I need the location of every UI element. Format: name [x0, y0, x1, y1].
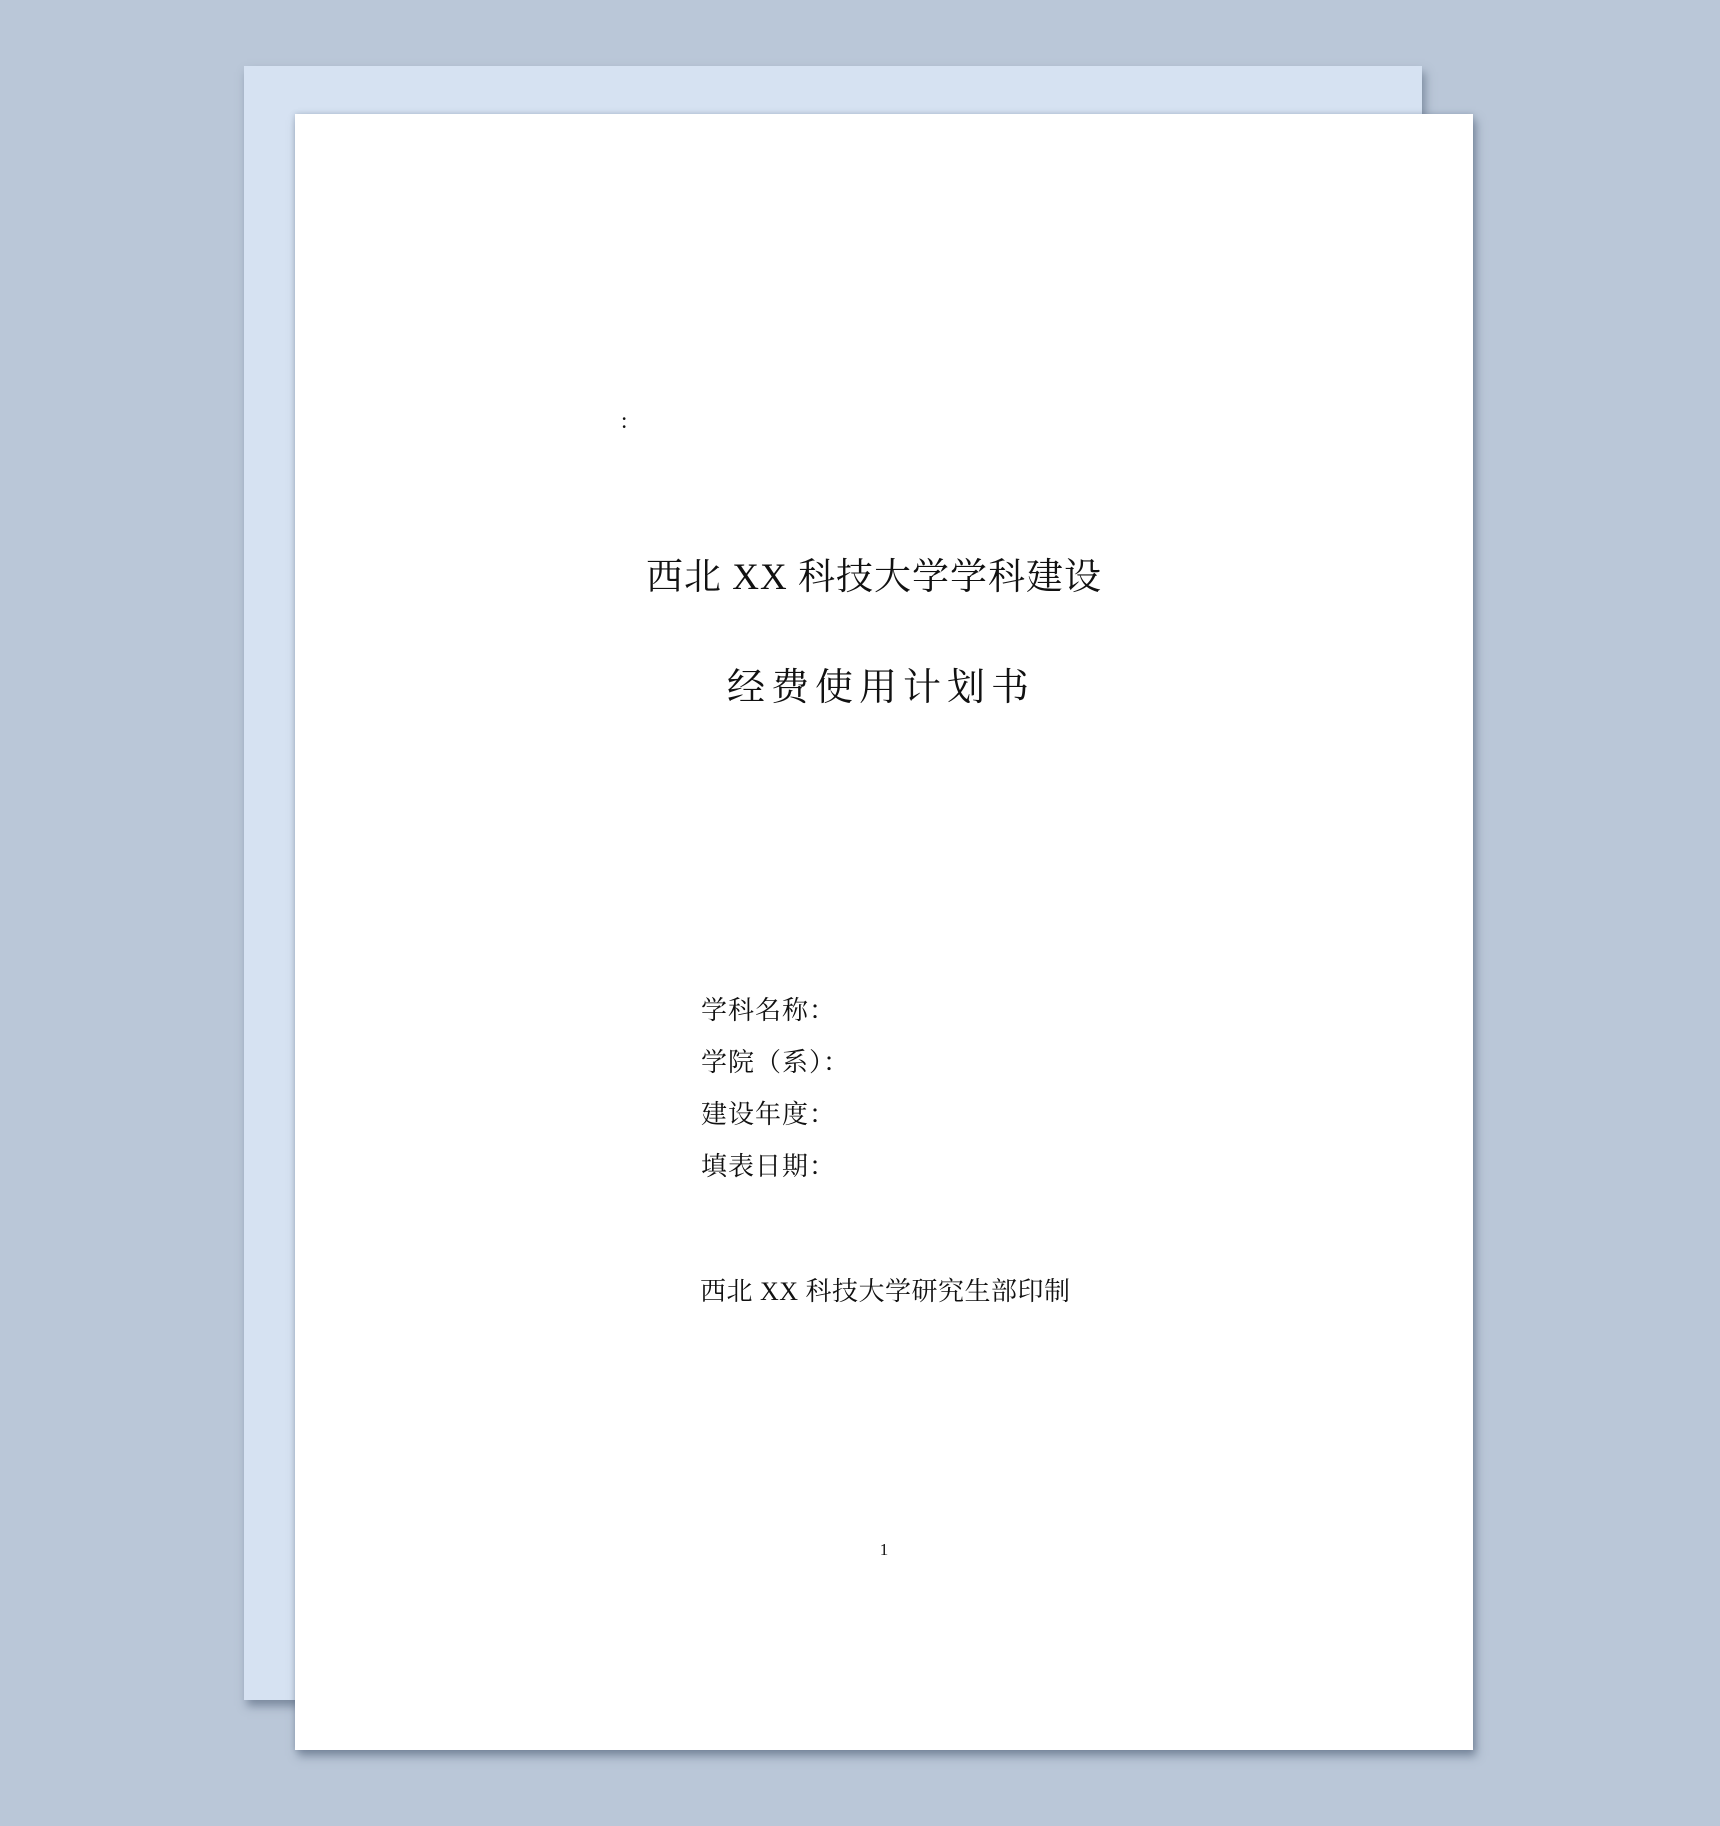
print-footer: 西北 XX 科技大学研究生部印制	[700, 1277, 1071, 1306]
front-page	[295, 114, 1473, 1750]
field-label-college: 学院（系）：	[701, 1048, 851, 1077]
field-label-fill-date: 填表日期：	[701, 1152, 837, 1181]
cover-title-line1: 西北 XX 科技大学学科建设	[646, 557, 1102, 598]
field-label-subject-name: 学科名称：	[701, 996, 837, 1025]
cover-title-line2: 经费使用计划书	[726, 667, 1035, 709]
cover-field-list	[701, 985, 850, 1193]
page-number: 1	[879, 1540, 889, 1559]
field-label-construction-year: 建设年度：	[701, 1100, 837, 1129]
cover-prefix-colon: :	[621, 408, 628, 433]
